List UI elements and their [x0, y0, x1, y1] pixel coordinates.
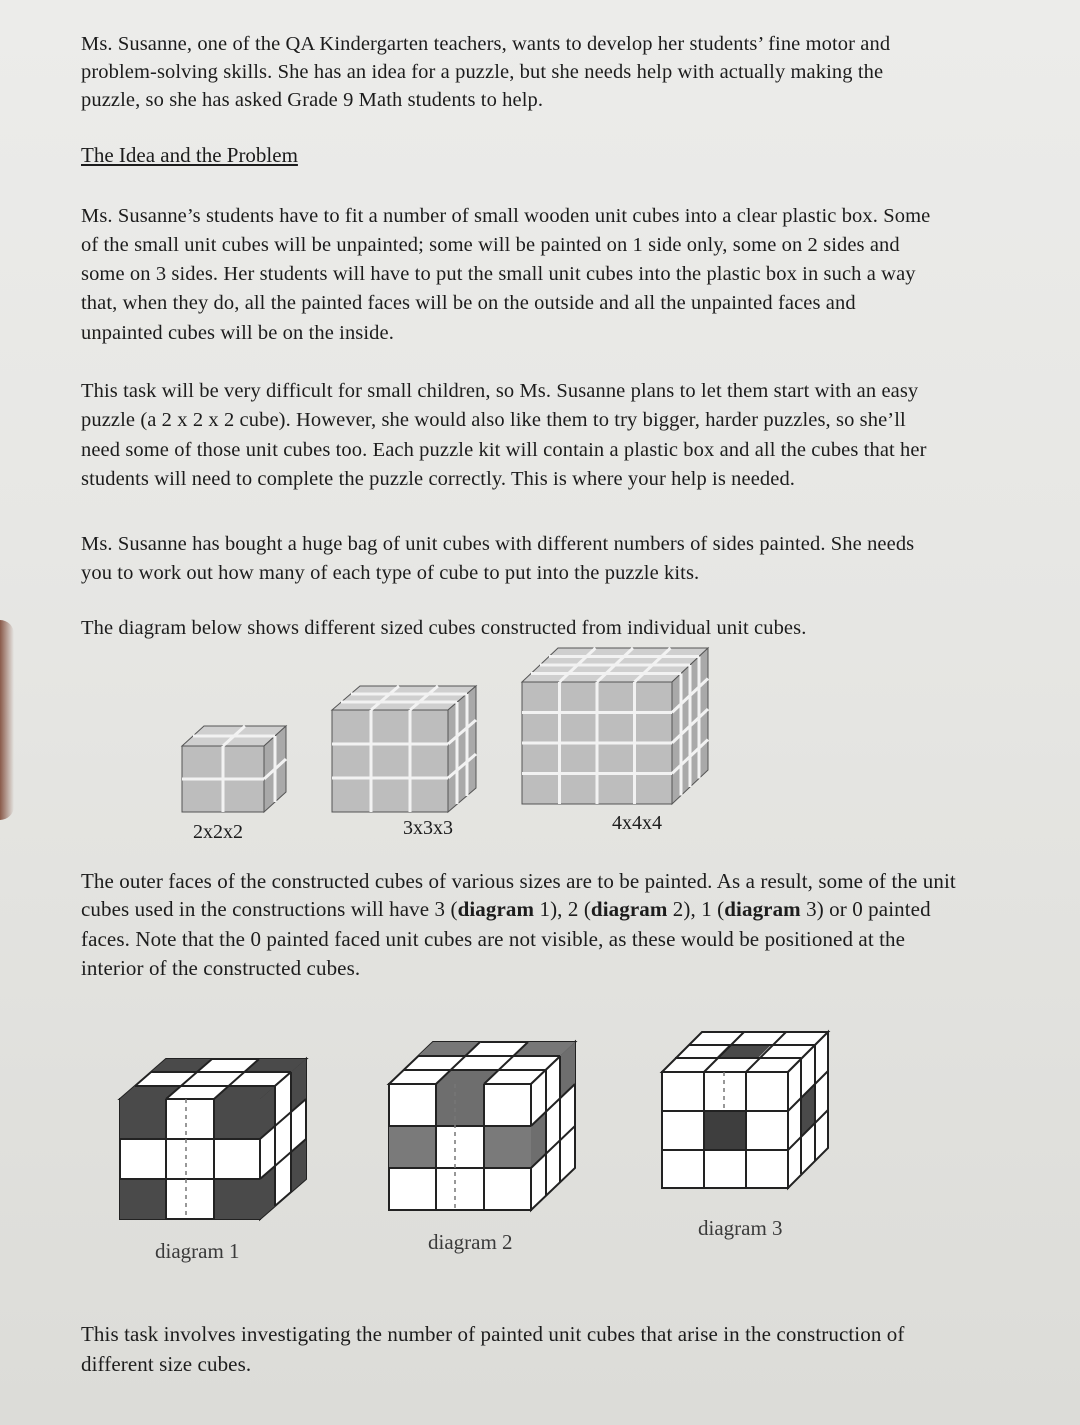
- idea-line-4: that, when they do, all the painted faces will be on the outside and all the unpainted faces and: [81, 292, 856, 314]
- cube-2x2x2-figure: [178, 722, 288, 814]
- cube-label-4x4x4: 4x4x4: [612, 812, 662, 834]
- cube-label-2x2x2: 2x2x2: [193, 821, 243, 843]
- diagram-2-label: diagram 2: [428, 1230, 513, 1254]
- idea-line-5: unpainted cubes will be on the inside.: [81, 322, 394, 344]
- idea-line-2: of the small unit cubes will be unpainted; some will be painted on 1 side only, some on 2 sides and: [81, 234, 900, 256]
- cube-3x3x3-figure: [330, 684, 478, 814]
- idea-line-3: some on 3 sides. Her students will have to put the small unit cubes into the plastic box in such a way: [81, 263, 916, 285]
- intro-line-3: puzzle, so she has asked Grade 9 Math students to help.: [81, 89, 544, 111]
- cube-label-3x3x3: 3x3x3: [403, 817, 453, 839]
- diagram-intro-line: The diagram below shows different sized cubes constructed from individual unit cubes.: [81, 617, 807, 639]
- task-line-2: puzzle (a 2 x 2 x 2 cube). However, she would also like them to try bigger, harder puzzles, so she’ll: [81, 409, 906, 431]
- painted-line-1: The outer faces of the constructed cubes of various sizes are to be painted. As a result, some of the unit: [81, 869, 956, 893]
- diagram-1-figure: [116, 1055, 312, 1225]
- task-line-1: This task will be very difficult for small children, so Ms. Susanne plans to let them start with an easy: [81, 380, 919, 402]
- summary-line-2: different size cubes.: [81, 1352, 252, 1376]
- section-heading: The Idea and the Problem: [81, 143, 298, 167]
- diagram-2-figure: [385, 1038, 581, 1214]
- intro-line-2: problem-solving skills. She has an idea for a puzzle, but she needs help with actually making the: [81, 61, 884, 83]
- diagram-3-figure: [658, 1028, 834, 1192]
- page-edge-shadow: [0, 620, 14, 820]
- diagram-1-label: diagram 1: [155, 1239, 240, 1263]
- painted-line-2: cubes used in the constructions will have 3 (diagram 1), 2 (diagram 2), 1 (diagram 3) or 0 painted: [81, 897, 931, 921]
- intro-line-1: Ms. Susanne, one of the QA Kindergarten teachers, wants to develop her students’ fine motor and: [81, 33, 891, 55]
- bag-line-2: you to work out how many of each type of cube to put into the puzzle kits.: [81, 562, 700, 584]
- task-line-3: need some of those unit cubes too. Each puzzle kit will contain a plastic box and all the cubes that her: [81, 439, 927, 461]
- idea-line-1: Ms. Susanne’s students have to fit a number of small wooden unit cubes into a clear plastic box. Some: [81, 205, 931, 227]
- task-line-4: students will need to complete the puzzle correctly. This is where your help is needed.: [81, 468, 796, 490]
- painted-line-4: interior of the constructed cubes.: [81, 956, 361, 980]
- summary-line-1: This task involves investigating the number of painted unit cubes that arise in the construction of: [81, 1322, 905, 1346]
- bag-line-1: Ms. Susanne has bought a huge bag of unit cubes with different numbers of sides painted. She needs: [81, 533, 915, 555]
- painted-line-3: faces. Note that the 0 painted faced unit cubes are not visible, as these would be positioned at the: [81, 927, 906, 951]
- cube-4x4x4-figure: [520, 646, 710, 806]
- diagram-3-label: diagram 3: [698, 1216, 783, 1240]
